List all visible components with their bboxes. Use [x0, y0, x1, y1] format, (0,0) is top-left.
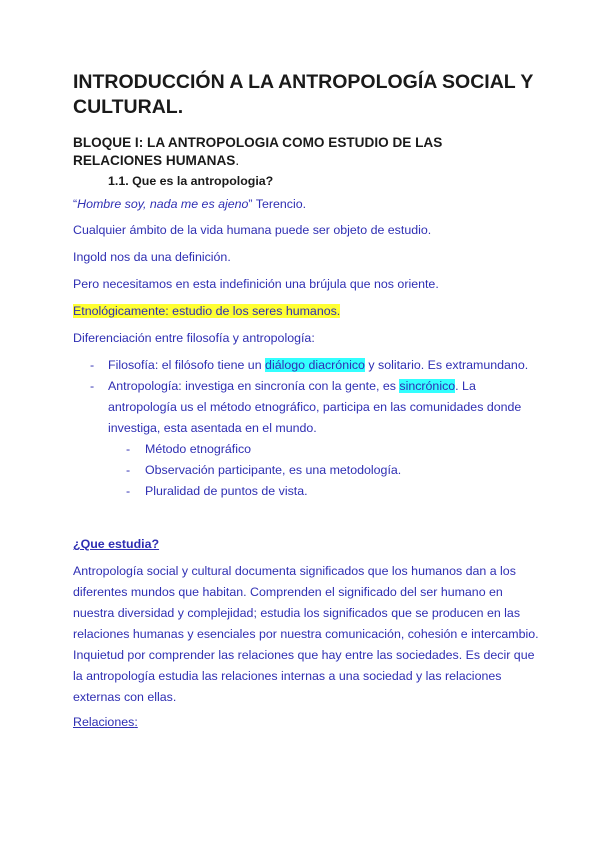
block-heading: [73, 134, 442, 170]
para-line-7: externas con ellas.: [73, 690, 177, 704]
paragraph-1: Cualquier ámbito de la vida humana puede ser objeto de estudio.: [73, 223, 432, 237]
bullet-filosofia-post: y solitario. Es extramundano.: [364, 358, 529, 372]
bullet-antropologia-highlight: sincrónico: [399, 379, 456, 393]
block-heading-line-2: [73, 152, 442, 170]
block-heading-line-1: BLOQUE I: LA ANTROPOLOGIA COMO ESTUDIO DE LAS: [73, 135, 443, 150]
title-line-1: INTRODUCCIÓN A LA ANTROPOLOGÍA SOCIAL Y: [73, 71, 534, 93]
para-line-2: diferentes mundos que habitan. Comprenden el significado del ser humano en: [73, 585, 503, 599]
bullet-filosofia-highlight: diálogo diacrónico: [265, 358, 365, 372]
relaciones-text: Relaciones: [73, 715, 135, 729]
quote-text: Hombre soy, nada me es ajeno: [77, 197, 249, 211]
quote-open-mark: “: [73, 197, 78, 211]
sub-bullet-dash-1: -: [126, 442, 131, 456]
paragraph-4: [73, 303, 340, 319]
bullet-antropologia-post: . La: [455, 379, 476, 393]
para-line-4: relaciones humanas y esenciales por nuestra comunicación, cohesión e intercambio.: [73, 627, 539, 641]
relaciones-heading: [73, 715, 138, 729]
block-heading-period: .: [235, 153, 240, 168]
bullet-antropologia-line-3: investiga, esta asentada en el mundo.: [108, 421, 317, 435]
sub-bullet-dash-3: -: [126, 484, 131, 498]
para-line-6: la antropología estudia las relaciones internas a una sociedad y las relaciones: [73, 669, 502, 683]
sub-bullet-2: Observación participante, es una metodología.: [145, 463, 402, 477]
para-line-5: Inquietud por comprender las relaciones que hay entre las sociedades. Es decir que: [73, 648, 535, 662]
bullet-filosofia: [108, 357, 528, 373]
quote-line: [73, 196, 306, 212]
relaciones-colon: :: [134, 715, 138, 729]
section-heading: 1.1. Que es la antropologia?: [108, 174, 274, 188]
bullet-filosofia-pre: Filosofía: el filósofo tiene un: [108, 358, 266, 372]
sub-bullet-1: Método etnográfico: [145, 442, 252, 456]
paragraph-2: Ingold nos da una definición.: [73, 250, 231, 264]
para-line-3: nuestra diversidad y complejidad; estudia los significados que se producen en las: [73, 606, 521, 620]
bullet-dash-1: -: [90, 358, 95, 372]
document-title: [73, 70, 533, 120]
que-estudia-heading: ¿Que estudia?: [73, 537, 160, 551]
bullet-dash-2: -: [90, 379, 95, 393]
para-line-1: Antropología social y cultural documenta significados que los humanos dan a los: [73, 564, 516, 578]
bullet-antropologia-line-1: [108, 378, 476, 394]
paragraph-5: Diferenciación entre filosofía y antropología:: [73, 331, 315, 345]
paragraph-3: Pero necesitamos en esta indefinición una brújula que nos oriente.: [73, 277, 439, 291]
bullet-antropologia-pre: Antropología: investiga en sincronía con la gente, es: [108, 379, 400, 393]
highlighted-definition: Etnológicamente: estudio de los seres humanos.: [73, 304, 341, 318]
sub-bullet-dash-2: -: [126, 463, 131, 477]
bullet-antropologia-line-2: antropología us el método etnográfico, participa en las comunidades donde: [108, 400, 522, 414]
block-heading-line-2-text: RELACIONES HUMANAS: [73, 153, 236, 168]
sub-bullet-3: Pluralidad de puntos de vista.: [145, 484, 308, 498]
quote-close-mark: ”: [248, 197, 253, 211]
title-line-2: CULTURAL.: [73, 96, 184, 118]
quote-author: Terencio.: [252, 197, 307, 211]
